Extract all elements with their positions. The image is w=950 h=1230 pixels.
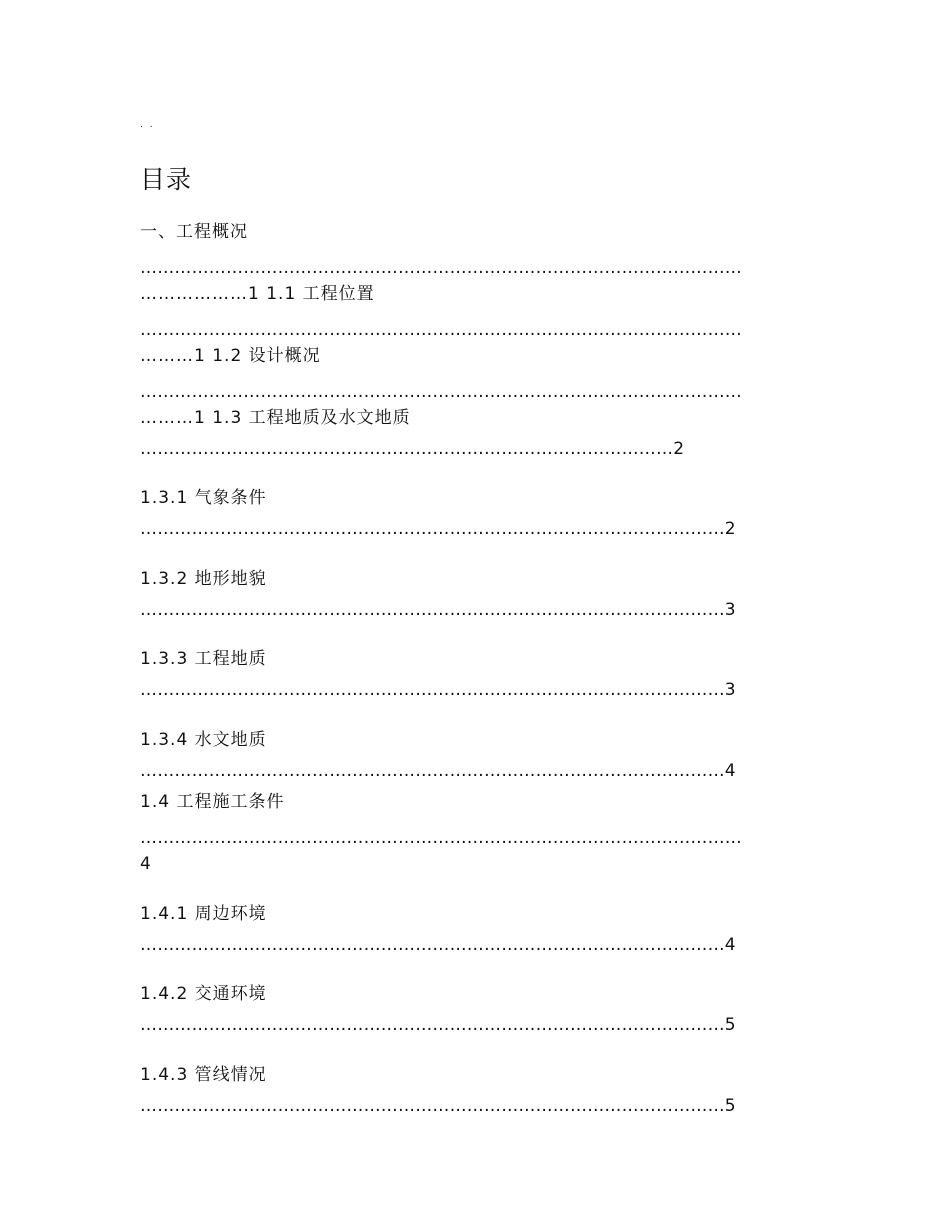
toc-line-9: 1.4 工程施工条件: [140, 792, 285, 812]
toc-leader-9: ……………………………………………………………………………………………: [140, 828, 742, 848]
toc-leader-5: …………………………………………………………………………………………2: [140, 519, 736, 539]
toc-line-3: ………1 1.2 设计概况: [140, 346, 321, 366]
toc-line-1: 一、工程概况: [140, 222, 248, 242]
header-mark: . .: [140, 120, 155, 130]
toc-leader-12: …………………………………………………………………………………………5: [140, 1096, 736, 1116]
toc-leader-8: …………………………………………………………………………………………4: [140, 761, 736, 781]
toc-line-2: ………………1 1.1 工程位置: [140, 284, 375, 304]
toc-leader-4: …………………………………………………………………………………2: [140, 439, 685, 459]
toc-leader-6: …………………………………………………………………………………………3: [140, 600, 736, 620]
toc-line-7: 1.3.3 工程地质: [140, 649, 267, 669]
toc-line-10: 1.4.1 周边环境: [140, 904, 267, 924]
toc-line-6: 1.3.2 地形地貌: [140, 569, 267, 589]
toc-leader-3: ……………………………………………………………………………………………: [140, 382, 742, 402]
toc-leader-10: …………………………………………………………………………………………4: [140, 935, 736, 955]
toc-line-12: 1.4.3 管线情况: [140, 1065, 267, 1085]
toc-leader-7: …………………………………………………………………………………………3: [140, 680, 736, 700]
toc-line-8: 1.3.4 水文地质: [140, 730, 267, 750]
toc-page-number: 4: [140, 854, 152, 874]
toc-line-11: 1.4.2 交通环境: [140, 984, 267, 1004]
toc-leader-1: ……………………………………………………………………………………………: [140, 258, 742, 278]
toc-title: 目录: [140, 165, 193, 194]
toc-line-5: 1.3.1 气象条件: [140, 488, 267, 508]
toc-leader-2: ……………………………………………………………………………………………: [140, 320, 742, 340]
toc-line-4: ………1 1.3 工程地质及水文地质: [140, 408, 411, 428]
toc-leader-11: …………………………………………………………………………………………5: [140, 1015, 736, 1035]
